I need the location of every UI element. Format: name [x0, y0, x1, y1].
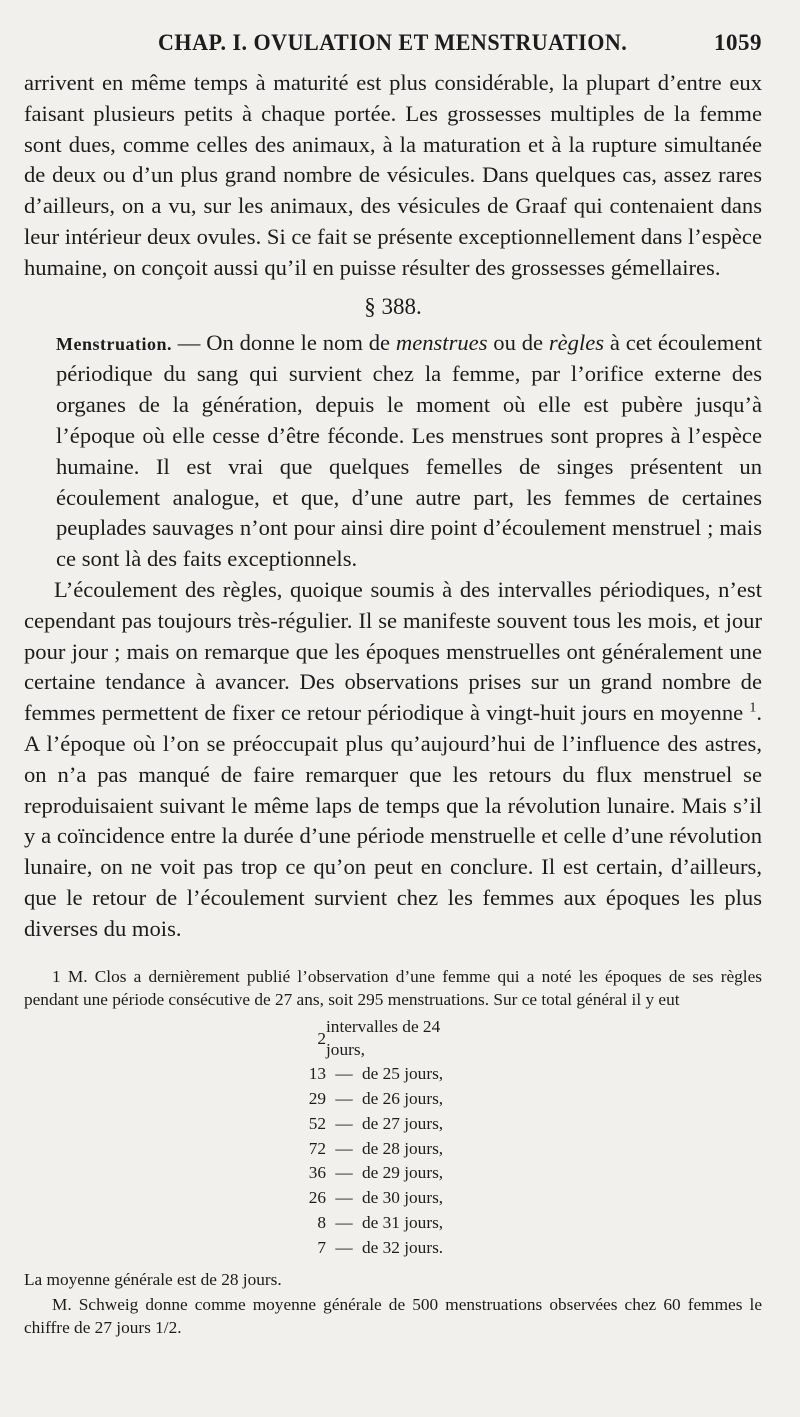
- text-run: à cet écoulement périodique du sang qui survient chez la femme, par l’orifice externe des organes de la génération, depuis le moment où elle est pubère jusqu’à l’époque où elle cesse d’être féconde. Les menstrues sont propres à l’espèce humaine. Il est vrai que quelques femelles de singes présentent un écoulement analogue, et que, d’une autre part, les femmes de certaines peuplades sauvages n’ont pour ainsi dire point d’écoulement menstruel ; mais ce sont là des faits exceptionnels.: [56, 329, 762, 572]
- interval-row: [282, 1210, 472, 1235]
- interval-count: 26: [308, 1188, 326, 1208]
- footnote-reference[interactable]: 1: [749, 700, 757, 716]
- ditto-dash: —: [335, 1237, 353, 1257]
- text-run: . A l’époque où l’on se préoccupait plus qu’aujourd’hui de l’influence des astres, on n’a pas manqué de faire remarquer que les retours du flux menstruel se reproduisaient suivant le même laps de temps que la révolution lunaire. Mais s’il y a coïncidence entre la durée d’une période menstruelle et celle d’une révolution lunaire, on ne voit pas trop ce qu’on peut en conclure. Il est certain, d’ailleurs, que le retour de l’écoulement survient chez les femmes aux époques les plus diverses du mois.: [24, 700, 762, 941]
- interval-row: [282, 1111, 472, 1136]
- interval-row: [282, 1136, 472, 1161]
- interval-text: de 25 jours,: [362, 1064, 444, 1084]
- interval-count: 13: [308, 1064, 326, 1084]
- interval-count: 36: [308, 1163, 326, 1183]
- ditto-dash: —: [335, 1163, 353, 1183]
- ditto-dash: —: [335, 1088, 353, 1108]
- text-run: ou de: [487, 329, 549, 355]
- run-in-heading: Menstruation.: [56, 333, 172, 354]
- footnote-text: [24, 965, 762, 1011]
- interval-row: [282, 1185, 472, 1210]
- interval-text: de 26 jours,: [362, 1088, 444, 1108]
- text-run: L’écoulement des règles, quoique soumis à des intervalles périodiques, n’est cependant pas toujours très-régulier. Il se manifeste souvent tous les mois, et jour pour jour ; mais on remarque que les époques menstruelles ont généralement une certaine tendance à avancer. Des observations prises sur un grand nombre de femmes permettent de fixer ce retour périodique à vingt-huit jours en moyenne: [24, 576, 762, 726]
- running-header: [24, 30, 762, 56]
- running-title: CHAP. I. OVULATION ET MENSTRUATION.: [158, 30, 628, 55]
- paragraph-menstruation: [24, 328, 762, 575]
- footnote: [24, 965, 762, 1340]
- interval-count: 8: [317, 1212, 326, 1232]
- interval-row: [282, 1086, 472, 1111]
- emphasis-regles: règles: [548, 329, 605, 355]
- interval-text: intervalles de 24 jours,: [326, 1016, 441, 1060]
- interval-text: de 32 jours.: [362, 1237, 444, 1257]
- ditto-dash: —: [335, 1064, 353, 1084]
- interval-count: 29: [308, 1088, 326, 1108]
- footnote-conclusion: [24, 1268, 762, 1340]
- ditto-dash: —: [335, 1138, 353, 1158]
- text-run: — On donne le nom de: [172, 329, 396, 355]
- interval-text: de 31 jours,: [362, 1212, 444, 1232]
- interval-count: 52: [308, 1113, 326, 1133]
- paragraph-continued: arrivent en même temps à maturité est plus considérable, la plupart d’entre eux faisant plusieurs petits à chaque portée. Les grossesses multiples de la femme sont dues, comme celles des animaux, à la maturation et à la rupture simultanée de deux ou d’un plus grand nombre de vésicules. Dans quelques cas, assez rares d’ailleurs, on a vu, sur les animaux, des vésicules de Graaf qui contenaient dans leur intérieur deux ovules. Si ce fait se présente exceptionnellement dans l’espèce humaine, on conçoit aussi qu’il en puisse résulter des grossesses gémellaires.: [24, 70, 762, 280]
- interval-count: 7: [317, 1237, 326, 1257]
- interval-row: [282, 1235, 472, 1260]
- interval-text: de 28 jours,: [362, 1138, 444, 1158]
- schweig-statement: M. Schweig donne comme moyenne générale de 500 menstruations observées chez 60 femmes le chiffre de 27 jours 1/2.: [24, 1294, 762, 1338]
- ditto-dash: —: [335, 1188, 353, 1208]
- paragraph-regularity: [24, 575, 762, 945]
- interval-text: de 30 jours,: [362, 1188, 444, 1208]
- interval-text: de 27 jours,: [362, 1113, 444, 1133]
- page-number: 1059: [714, 30, 762, 55]
- interval-row: [282, 1061, 472, 1086]
- ditto-dash: —: [335, 1212, 353, 1232]
- interval-row: [282, 1015, 472, 1061]
- intervals-table: [282, 1015, 472, 1260]
- section-number: § 388.: [364, 293, 422, 319]
- interval-count: 72: [308, 1138, 326, 1158]
- interval-row: [282, 1161, 472, 1186]
- interval-count: 2: [317, 1028, 326, 1048]
- interval-text: de 29 jours,: [362, 1163, 444, 1183]
- average-statement: La moyenne générale est de 28 jours.: [24, 1269, 282, 1289]
- main-text: [24, 68, 762, 945]
- text-run: M. Clos a dernièrement publié l’observation d’une femme qui a noté les époques de ses règles pendant une période consécutive de 27 ans, soit 295 menstruations. Sur ce total général il y eut: [24, 966, 762, 1009]
- emphasis-menstrues: menstrues: [395, 329, 488, 355]
- ditto-dash: —: [335, 1113, 353, 1133]
- footnote-marker: 1: [52, 966, 61, 986]
